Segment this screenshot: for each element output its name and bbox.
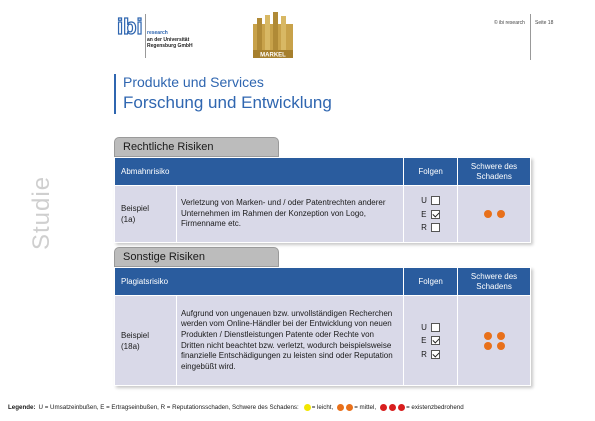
side-label: Studie (28, 175, 55, 250)
svg-text:MARKEL: MARKEL (260, 52, 286, 58)
legend-existenz: = existenzbedrohend (406, 404, 464, 411)
header-divider-right (530, 14, 531, 60)
legend-label: Legende: (8, 404, 36, 411)
risk-table-other (114, 267, 531, 386)
consequence-item (421, 221, 440, 235)
consequence-item (421, 207, 440, 221)
consequence-item (421, 194, 440, 208)
page-title: Forschung und Entwicklung (123, 93, 332, 112)
risk-header: Plagiatsrisiko (115, 268, 404, 296)
consequences-header: Folgen (404, 268, 458, 296)
consequence-checks (404, 186, 458, 243)
severity-header: Schwere des Schadens (458, 268, 531, 296)
ibi-research-logo (117, 14, 145, 40)
section-tab-legal-risks: Rechtliche Risiken (114, 137, 279, 157)
consequence-item (421, 320, 440, 334)
example-label: Beispiel (18a) (115, 296, 177, 386)
severity-header: Schwere des Schadens (458, 158, 531, 186)
markel-logo (253, 12, 293, 58)
checkbox-icon (431, 223, 440, 232)
checkbox-icon (431, 350, 440, 359)
consequence-letter: U (421, 196, 427, 205)
consequence-letter: R (421, 349, 427, 359)
page-subtitle: Produkte und Services (123, 74, 264, 90)
page-number: Seite 18 (535, 20, 554, 26)
legend-orange-dot (346, 404, 353, 411)
consequence-checks (404, 296, 458, 386)
consequence-letter: E (421, 209, 427, 219)
checkbox-icon (431, 323, 440, 332)
risk-description: Verletzung von Marken- und / oder Patentrechten anderer Unternehmen im Rahmen der Konzeption von Logo, Firmenname etc. (176, 186, 403, 243)
section-tab-other-risks: Sonstige Risiken (114, 247, 279, 267)
severity-dot (497, 332, 505, 340)
checkbox-icon (431, 210, 440, 219)
legend-text: U = Umsatzeinbußen, E = Ertragseinbußen, R = Reputationsschaden, Schwere des Schadens: (38, 404, 299, 411)
legend-leicht: = leicht, (311, 404, 334, 411)
consequence-letter: E (421, 336, 427, 345)
ibi-research-logo-text: research an der Universität Regensburg GmbH (147, 30, 193, 49)
title-accent-bar (114, 74, 116, 114)
copyright-text: © ibi research (494, 20, 525, 26)
severity-dot (484, 210, 492, 218)
svg-text:ibi: ibi (117, 14, 143, 39)
legend-yellow-dot (304, 404, 311, 411)
severity-dot (484, 332, 492, 340)
consequence-letter: U (421, 322, 427, 332)
legend-red-dot (398, 404, 405, 411)
severity-indicator (458, 186, 531, 243)
consequence-letter: R (421, 223, 427, 232)
header-divider (145, 14, 146, 58)
severity-dot (497, 210, 505, 218)
consequence-item (421, 347, 440, 361)
consequence-item (421, 334, 440, 348)
risk-table-legal (114, 157, 531, 243)
legend-red-dot (389, 404, 396, 411)
severity-dot (497, 342, 505, 350)
risk-header: Abmahnrisiko (115, 158, 404, 186)
legend-mittel: = mittel, (354, 404, 377, 411)
example-label: Beispiel (1a) (115, 186, 177, 243)
legend (8, 404, 464, 411)
risk-description: Aufgrund von ungenauen bzw. unvollständigen Recherchen werden vom Online-Händler bei der Entwicklung von neuen Produkten / Dienstleistungen Patente oder Rechte von Dritten nicht beachtet bzw. verletzt, wodurch beispielsweise finanzielle Entschädigungen zu leisten sind oder Reputation eingebüßt wird. (176, 296, 403, 386)
legend-orange-dot (337, 404, 344, 411)
checkbox-icon (431, 336, 440, 345)
consequences-header: Folgen (404, 158, 458, 186)
legend-red-dot (380, 404, 387, 411)
severity-dot (484, 342, 492, 350)
checkbox-icon (431, 196, 440, 205)
severity-indicator (458, 296, 531, 386)
